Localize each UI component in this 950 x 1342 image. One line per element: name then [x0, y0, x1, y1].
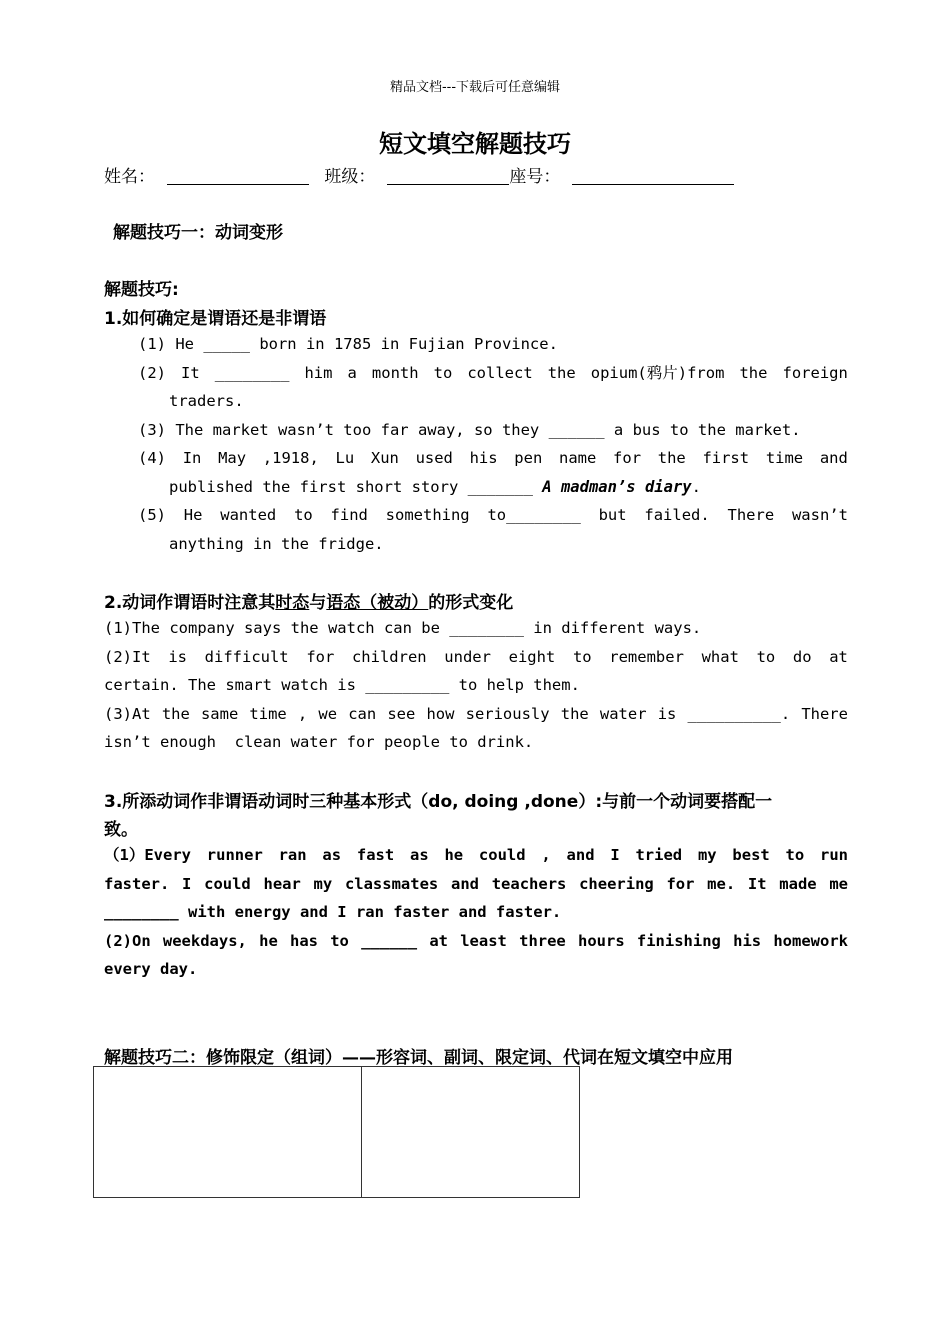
word: least	[460, 931, 507, 950]
word: for	[306, 647, 335, 666]
word: the	[560, 704, 589, 723]
word: In	[182, 449, 202, 467]
word: I	[610, 846, 620, 864]
word: (5)	[138, 506, 166, 524]
blank-table	[93, 1066, 580, 1198]
word: something	[385, 506, 470, 524]
word: his	[733, 931, 762, 950]
word: opium(鸦片)from	[590, 363, 725, 382]
word: at	[429, 931, 448, 950]
word: me	[829, 874, 848, 893]
word: used	[415, 449, 453, 467]
word: to	[433, 363, 453, 382]
word: finishing	[636, 931, 721, 950]
seat-label: 座号：	[509, 167, 561, 187]
word: Lu	[335, 449, 355, 467]
word: There	[727, 506, 775, 524]
word: we	[318, 704, 338, 723]
word: and	[566, 846, 595, 864]
word: name	[559, 449, 597, 467]
word: (3)At	[104, 704, 151, 723]
point1-item-5	[138, 501, 848, 530]
word: the	[657, 449, 686, 467]
word: the	[739, 363, 768, 382]
word: difficult	[204, 647, 289, 666]
word: do	[792, 647, 812, 666]
word: (2)On	[104, 931, 151, 950]
word: run	[820, 846, 848, 864]
page-header: 精品文档---下载后可任意编辑	[389, 80, 561, 95]
section1-subheading: 解题技巧:	[104, 280, 179, 300]
page-title: 短文填空解题技巧	[379, 130, 571, 158]
word: May	[218, 449, 247, 467]
word: what	[701, 647, 739, 666]
word: ,1918,	[262, 449, 319, 467]
point1-item-4-cont: published the first short story _______ A madman’s diary.	[169, 477, 701, 496]
word: There	[801, 704, 848, 723]
word: ______	[361, 931, 418, 950]
seat-field[interactable]	[572, 166, 734, 185]
word: weekdays,	[162, 931, 247, 950]
word: a	[347, 363, 357, 382]
word: three	[519, 931, 566, 950]
word: best	[732, 846, 770, 864]
word: he	[259, 931, 278, 950]
word: hear	[263, 874, 301, 893]
word: to	[294, 506, 313, 524]
word: classmates	[344, 874, 439, 893]
word: at	[829, 647, 848, 666]
point1-item-5-cont: anything in the fridge.	[169, 534, 384, 553]
word: runner	[206, 846, 263, 864]
word: him	[304, 363, 333, 382]
word: (4)	[138, 449, 166, 467]
word: ________	[214, 363, 290, 382]
word: tried	[635, 846, 683, 864]
word: I	[182, 874, 192, 893]
word: could	[204, 874, 251, 893]
word: has	[290, 931, 318, 950]
section2-heading: 解题技巧二：修饰限定（组词）——形容词、副词、限定词、代词在短文填空中应用	[104, 1048, 733, 1068]
word: the	[547, 363, 576, 382]
student-info-line	[104, 162, 734, 187]
name-field[interactable]	[167, 166, 309, 185]
word: my	[697, 846, 717, 864]
word: for	[666, 874, 695, 893]
word: It	[181, 363, 200, 382]
word: homework	[773, 931, 848, 950]
word: collect	[467, 363, 533, 382]
word: first	[702, 449, 750, 467]
word: how	[426, 704, 455, 723]
word: under	[444, 647, 491, 666]
word: ran	[278, 846, 307, 864]
word: and	[819, 449, 848, 467]
word: find	[330, 506, 368, 524]
word: made	[779, 874, 817, 893]
word: cheering	[579, 874, 654, 893]
class-label: 班级：	[324, 167, 376, 187]
word: pen	[514, 449, 543, 467]
word: time	[249, 704, 287, 723]
word: could	[478, 846, 526, 864]
table-column-divider	[361, 1067, 362, 1197]
word: teachers	[491, 874, 567, 893]
point3-item-2	[104, 927, 848, 956]
point3-item-1-cont	[104, 870, 848, 899]
word: hours	[578, 931, 625, 950]
word: ,	[541, 846, 551, 864]
point1-item-1: (1) He _____ born in 1785 in Fujian Province.	[138, 335, 558, 353]
word: to	[756, 647, 776, 666]
point1-title: 1.如何确定是谓语还是非谓语	[104, 309, 327, 329]
word: but	[598, 506, 627, 524]
class-field[interactable]	[387, 166, 509, 185]
point3-item-2-cont: every day.	[104, 960, 198, 978]
story-title: A madman’s diary	[542, 477, 692, 496]
point1-item-2-cont: traders.	[169, 392, 244, 410]
word: water	[599, 704, 647, 723]
word: __________.	[687, 704, 791, 723]
word: foreign	[782, 363, 848, 382]
name-label: 姓名：	[104, 167, 155, 187]
word: ,	[297, 704, 308, 723]
word: eight	[508, 647, 556, 666]
word: failed.	[644, 506, 710, 524]
word: remember	[609, 647, 684, 666]
word: he	[444, 846, 464, 864]
word: seriously	[465, 704, 550, 723]
point2-item-2-cont: certain. The smart watch is _________ to help them.	[104, 676, 580, 694]
word: same	[200, 704, 239, 723]
point3-item-1	[104, 841, 848, 870]
word: It	[747, 874, 767, 893]
point2-item-3	[104, 700, 848, 729]
word: time	[765, 449, 804, 467]
point1-item-4	[138, 444, 848, 473]
word: the	[161, 704, 190, 723]
word: children	[351, 647, 427, 666]
word: and	[450, 874, 479, 893]
word: He	[183, 506, 203, 524]
point2-item-3-cont: isn’t enough clean water for people to drink.	[104, 733, 534, 751]
word: month	[371, 363, 419, 382]
word: （1）Every	[104, 846, 191, 864]
word: his	[469, 449, 498, 467]
word: can	[348, 704, 377, 723]
word: see	[387, 704, 416, 723]
word: for	[613, 449, 642, 467]
word: to	[785, 846, 805, 864]
word: as	[322, 846, 342, 864]
word: wasn’t	[791, 506, 848, 524]
word: to	[330, 931, 349, 950]
point1-item-3: (3) The market wasn’t too far away, so they ______ a bus to the market.	[138, 420, 801, 439]
word: fast	[356, 846, 395, 864]
word: wanted	[220, 506, 277, 524]
point3-item-1-end: ________ with energy and I ran faster and faster.	[104, 903, 562, 921]
point2-item-1: (1)The company says the watch can be ________ in different ways.	[104, 619, 702, 637]
word: as	[409, 846, 429, 864]
point2-item-2	[104, 643, 848, 672]
word: is	[657, 704, 677, 723]
word: faster.	[104, 874, 170, 893]
word: (2)It	[104, 647, 151, 666]
word: Xun	[370, 449, 399, 467]
word: to	[572, 647, 592, 666]
point2-title: 2.动词作谓语时注意其时态与语态（被动）的形式变化	[104, 593, 514, 613]
word: (2)	[138, 363, 166, 382]
word: to________	[487, 506, 581, 524]
word: is	[168, 647, 187, 666]
point1-item-2	[138, 359, 848, 388]
point3-title-line2: 致。	[104, 820, 138, 840]
section1-heading: 解题技巧一：动词变形	[113, 223, 283, 243]
point3-title-line1: 3.所添动词作非谓语动词时三种基本形式（do, doing ,done）:与前一个动词要搭配一	[104, 792, 773, 812]
word: my	[313, 874, 333, 893]
word: me.	[707, 874, 736, 893]
